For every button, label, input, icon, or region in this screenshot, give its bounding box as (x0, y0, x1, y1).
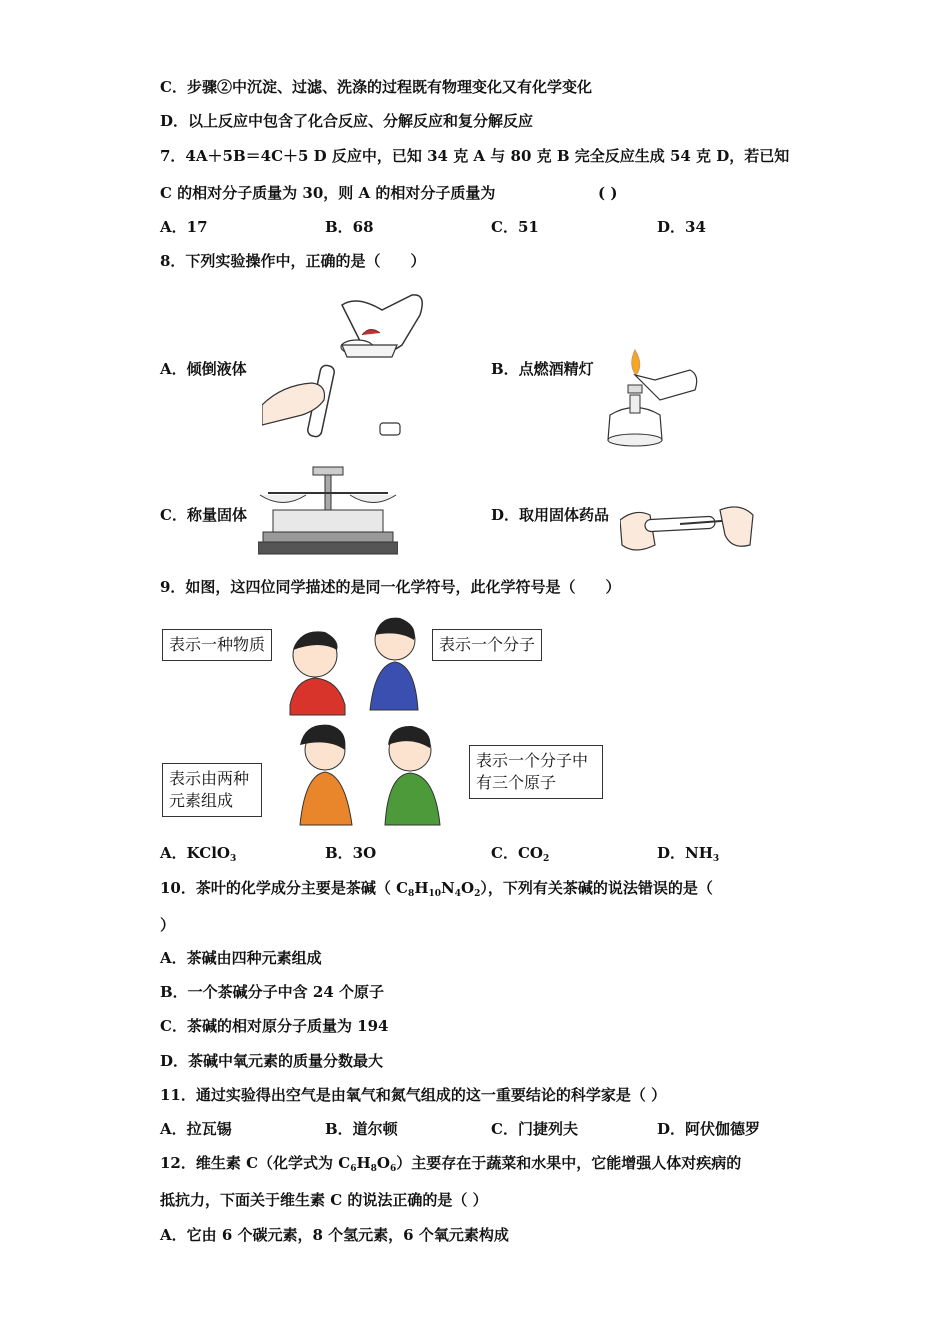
bubble-elements (162, 763, 262, 817)
q7-option-c: C．51 (491, 218, 539, 236)
q7-option-b: B．68 (325, 218, 374, 236)
q8-stem: 8．下列实验操作中，正确的是（ ） (160, 252, 426, 270)
taking-solid-illustration (620, 500, 755, 558)
q11-stem: 11．通过实验得出空气是由氧气和氮气组成的这一重要结论的科学家是（ ） (160, 1086, 667, 1104)
alcohol-lamp-illustration (600, 345, 710, 450)
pouring-liquid-illustration (262, 285, 432, 445)
bubble-substance-text: 表示一种物质 (169, 635, 266, 654)
q11-option-b: B．道尔顿 (325, 1120, 398, 1138)
four-students-illustration (270, 610, 470, 835)
q12-stem: 12．维生素 C（化学式为 $C_6H_8O_6$）主要存在于蔬菜和水果中，它能增强人体对疾病的 (160, 1154, 742, 1174)
q11-option-c: C．门捷列夫 (491, 1120, 578, 1138)
q9-option-a: A．KClO$_3$ (160, 844, 237, 864)
q7-stem-line2: C 的相对分子质量为 30，则 A 的相对分子质量为 (160, 184, 496, 202)
q10-stem: 10．茶叶的化学成分主要是茶碱（ $C_8H_{10}N_4O_2$），下列有关茶碱的说法错误的是（ (160, 879, 713, 899)
q8-option-d: D．取用固体药品 (491, 506, 610, 524)
bubble-atoms-line2: 有三个原子 (476, 773, 557, 792)
q8-option-a: A．倾倒液体 (160, 360, 247, 378)
q12-stem-line2: 抵抗力，下面关于维生素 C 的说法正确的是（ ） (160, 1191, 488, 1209)
q10-option-b: B．一个茶碱分子中含 24 个原子 (160, 983, 384, 1001)
bubble-elements-line2: 元素组成 (169, 791, 234, 810)
q10-option-c: C．茶碱的相对原分子质量为 194 (160, 1017, 389, 1035)
bubble-atoms (469, 745, 603, 799)
q10-option-d: D．茶碱中氧元素的质量分数最大 (160, 1052, 384, 1070)
q6-option-c: C．步骤②中沉淀、过滤、洗涤的过程既有物理变化又有化学变化 (160, 78, 592, 96)
q10-stem-end: ） (160, 916, 176, 934)
q7-answer-paren: ( ) (598, 184, 618, 202)
q10-option-a: A．茶碱由四种元素组成 (160, 949, 322, 967)
q8-option-b: B．点燃酒精灯 (491, 360, 594, 378)
bubble-substance (162, 629, 272, 661)
q9-stem: 9．如图，这四位同学描述的是同一化学符号，此化学符号是（ ） (160, 578, 621, 596)
bubble-elements-line1: 表示由两种 (169, 769, 250, 788)
q11-option-d: D．阿伏伽德罗 (657, 1120, 761, 1138)
q8-option-c: C．称量固体 (160, 506, 247, 524)
bubble-atoms-line1: 表示一个分子中 (476, 751, 589, 770)
q7-option-d: D．34 (657, 218, 706, 236)
q7-stem-line1: 7．4A＋5B＝4C＋5 D 反应中，已知 34 克 A 与 80 克 B 完全反应生成 54 克 D，若已知 (160, 147, 790, 165)
q9-option-b: B．3O (325, 844, 377, 862)
bubble-molecule-text: 表示一个分子 (439, 635, 536, 654)
balance-scale-illustration (258, 465, 398, 557)
q9-option-d: D．$NH_3$ (657, 844, 720, 864)
q9-option-c: C．$CO_2$ (491, 844, 550, 864)
q7-option-a: A．17 (160, 218, 208, 236)
q12-option-a: A．它由 6 个碳元素，8 个氢元素，6 个氧元素构成 (160, 1226, 509, 1244)
q6-option-d: D．以上反应中包含了化合反应、分解反应和复分解反应 (160, 112, 534, 130)
q11-option-a: A．拉瓦锡 (160, 1120, 232, 1138)
